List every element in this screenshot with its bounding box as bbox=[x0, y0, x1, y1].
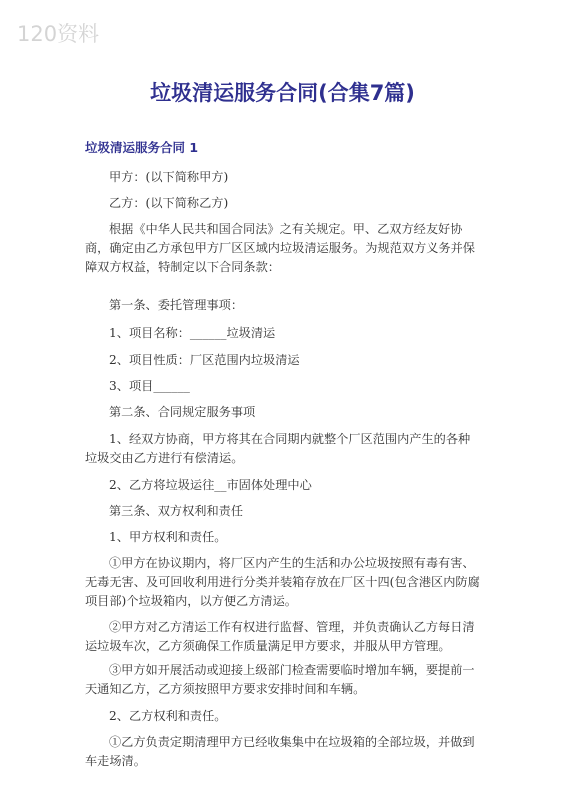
paragraph-party-b: 乙方：(以下简称乙方) bbox=[109, 196, 229, 210]
paragraph-item-1: 1、项目名称：______垃圾清运 bbox=[109, 326, 276, 340]
paragraph-article-1: 第一条、委托管理事项： bbox=[109, 298, 244, 312]
paragraph-service-1: 1、经双方协商，甲方将其在合同期内就整个厂区范围内产生的各种垃圾交由乙方进行有偿清运。 bbox=[85, 432, 471, 465]
paragraph-clause-a2: ②甲方对乙方清运工作有权进行监督、管理，并负责确认乙方每日清运垃圾车次，乙方须确保工作质量满足甲方要求，并服从甲方管理。 bbox=[85, 620, 475, 653]
paragraph-party-a: 甲方：(以下简称甲方) bbox=[109, 170, 229, 184]
paragraph-service-2: 2、乙方将垃圾运往__市固体处理中心 bbox=[109, 478, 312, 492]
paragraph-intro: 根据《中华人民共和国合同法》之有关规定。甲、乙双方经友好协商，确定由乙方承包甲方厂区区域内垃圾清运服务。为规范双方义务并保障双方权益，特制定以下合同条款： bbox=[85, 222, 475, 274]
paragraph-item-2: 2、项目性质：厂区范围内垃圾清运 bbox=[109, 353, 300, 367]
paragraph-item-3: 3、项目______ bbox=[109, 379, 190, 393]
paragraph-party-a-rights: 1、甲方权利和责任。 bbox=[109, 530, 227, 544]
paragraph-article-2: 第二条、合同规定服务事项 bbox=[109, 405, 256, 419]
paragraph-article-3: 第三条、双方权利和责任 bbox=[109, 504, 244, 518]
document-title: 垃圾清运服务合同(合集7篇) bbox=[150, 81, 415, 105]
paragraph-clause-b1: ①乙方负责定期清理甲方已经收集集中在垃圾箱的全部垃圾，并做到车走场清。 bbox=[85, 735, 475, 768]
paragraph-clause-a3: ③甲方如开展活动或迎接上级部门检查需要临时增加车辆，要提前一天通知乙方，乙方须按照甲方要求安排时间和车辆。 bbox=[85, 663, 475, 696]
paragraph-clause-a1: ①甲方在协议期内，将厂区内产生的生活和办公垃圾按照有毒有害、无毒无害、及可回收利用进行分类并装箱存放在厂区十四(包含港区内防腐项目部)个垃圾箱内，以方便乙方清运。 bbox=[85, 556, 480, 608]
watermark: 120资料 bbox=[17, 22, 100, 46]
paragraph-party-b-rights: 2、乙方权利和责任。 bbox=[109, 709, 227, 723]
section-title: 垃圾清运服务合同 1 bbox=[85, 140, 199, 155]
